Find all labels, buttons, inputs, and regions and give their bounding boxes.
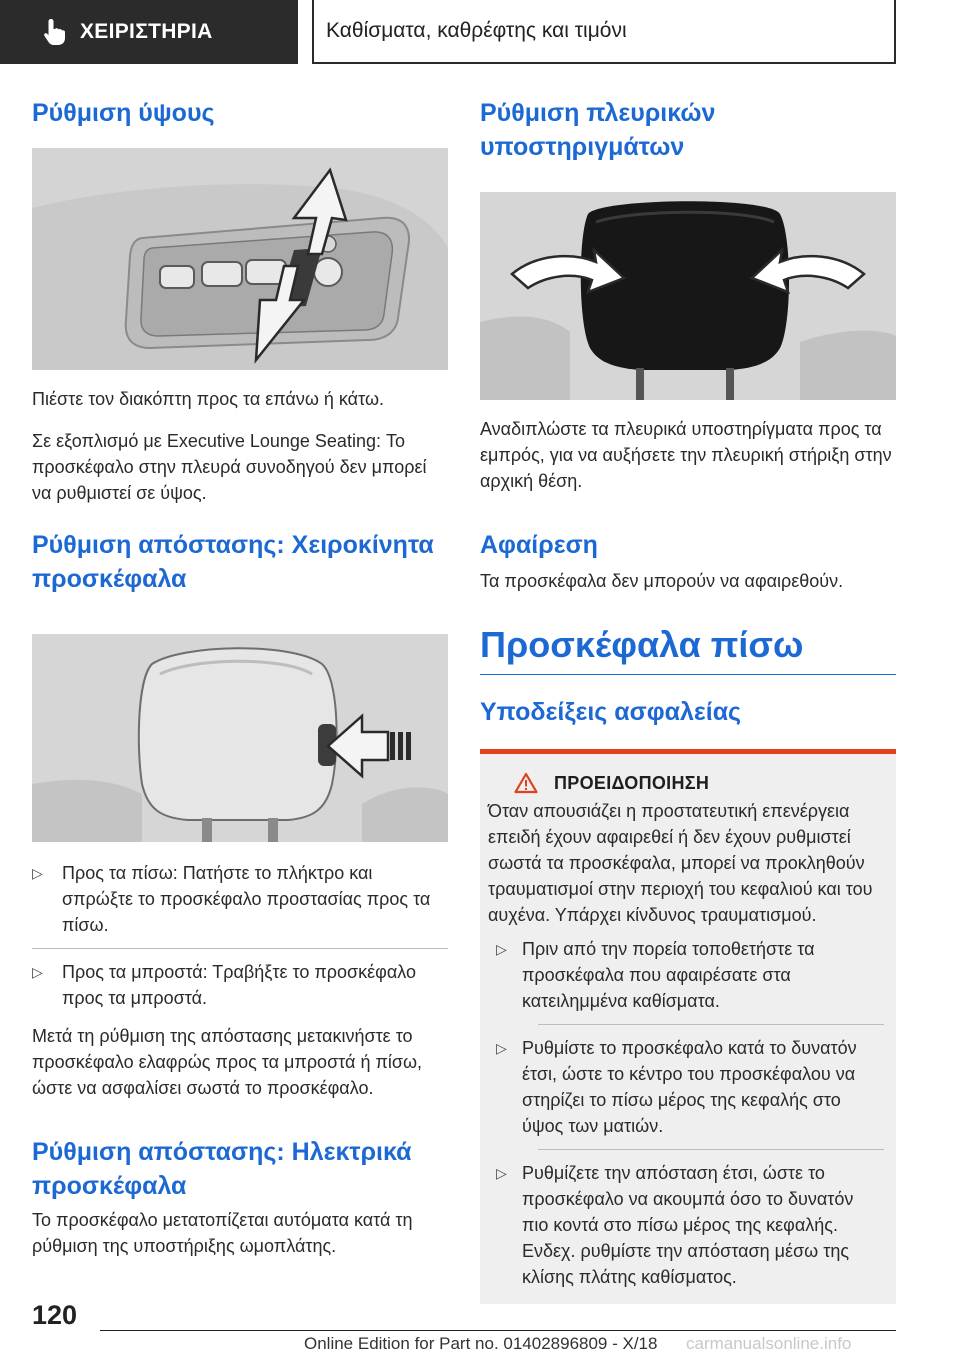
heading-rear-headrests: Προσκέφαλα πίσω bbox=[480, 624, 804, 665]
list-item: ▷ Προς τα μπροστά: Τραβήξτε το προσκέφαλο προς τα μπροστά. bbox=[32, 959, 448, 1011]
chapter-title: ΧΕΙΡΙΣΤΗΡΙΑ bbox=[80, 20, 213, 43]
warning-triangle-icon bbox=[514, 772, 538, 794]
page-number: 120 bbox=[32, 1300, 78, 1330]
list-item: ▷ Προς τα πίσω: Πατήστε το πλήκτρο και σπρώξτε το προσκέφαλο προστασίας προς τα πίσω. bbox=[32, 860, 448, 938]
list-divider bbox=[32, 948, 448, 949]
bullet-triangle-icon: ▷ bbox=[496, 1040, 507, 1056]
header-chapter-tab bbox=[0, 0, 298, 64]
warning-box bbox=[480, 749, 896, 1304]
warning-text: Όταν απουσιάζει η προστατευτική επενέργεια επειδή έχουν αφαιρεθεί ή δεν έχουν ρυθμιστεί σωστά τα προσκέφαλα, μπορεί να προκληθούν τραυματισμοί στην περιοχή του κεφαλιού και του αυχένα. Υπάρχει κίνδυνος τραυματισμού. bbox=[488, 801, 873, 925]
text-removal: Τα προσκέφαλα δεν μπορούν να αφαιρεθούν. bbox=[480, 571, 844, 591]
warning-title: ΠΡΟΕΙΔΟΠΟΙΗΣΗ bbox=[554, 772, 710, 793]
bullet-triangle-icon: ▷ bbox=[496, 941, 507, 957]
footer-edition: Online Edition for Part no. 01402896809 - X/18 bbox=[304, 1334, 658, 1353]
rear-headrest-side-illustration bbox=[480, 192, 896, 400]
list-item: ▷ Πριν από την πορεία τοποθετήστε τα προσκέφαλα που αφαιρέσατε στα κατειλημμένα καθίσματα. bbox=[496, 936, 884, 1014]
header-section-title: Καθίσματα, καθρέφτης και τιμόνι bbox=[312, 0, 896, 64]
right-column bbox=[480, 96, 896, 1304]
seat-switch-illustration bbox=[32, 148, 448, 370]
warning-title-row bbox=[480, 772, 896, 794]
heading-electric-distance: Ρύθμιση απόστασης: Ηλεκτρικά προσκέφαλα bbox=[32, 1138, 412, 1200]
manual-headrest-illustration bbox=[32, 634, 448, 842]
text-height-1: Πιέστε τον διακόπτη προς τα επάνω ή κάτω. bbox=[32, 389, 385, 409]
hand-pointer-icon bbox=[42, 17, 68, 47]
list-divider bbox=[538, 1149, 884, 1150]
text-height-2: Σε εξοπλισμό με Executive Lounge Seating: Το προσκέφαλο στην πλευρά συνοδηγού δεν μπορεί να ρυθμιστεί σε ύψος. bbox=[32, 431, 427, 503]
text-electric: Το προσκέφαλο μετατοπίζεται αυτόματα κατά τη ρύθμιση της υποστήριξης ωμοπλάτης. bbox=[32, 1210, 413, 1256]
list-divider bbox=[538, 1024, 884, 1025]
bullet-triangle-icon: ▷ bbox=[496, 1165, 507, 1181]
footer-watermark: carmanualsonline.info bbox=[686, 1334, 852, 1353]
bullet-triangle-icon: ▷ bbox=[32, 865, 43, 881]
text-manual: Μετά τη ρύθμιση της απόστασης μετακινήστε το προσκέφαλο ελαφρώς προς τα μπροστά ή πίσω, ώστε να ασφαλίσει σωστά το προσκέφαλο. bbox=[32, 1026, 423, 1098]
left-column bbox=[32, 96, 448, 1259]
heading-side-supports: Ρύθμιση πλευρικών υποστηριγμάτων bbox=[480, 99, 716, 161]
bullet-triangle-icon: ▷ bbox=[32, 964, 43, 980]
manual-steps-list bbox=[32, 860, 448, 1011]
list-item: ▷ Ρυθμίστε το προσκέφαλο κατά το δυνατόν έτσι, ώστε το κέντρο του προσκέφαλου να στηρίζει το πίσω μέρος της κεφαλής στο ύψος των ματιών. bbox=[496, 1035, 884, 1139]
heading-removal: Αφαίρεση bbox=[480, 531, 598, 559]
footer-rule bbox=[100, 1330, 896, 1331]
heading-manual-distance: Ρύθμιση απόστασης: Χειροκίνητα προσκέφαλα bbox=[32, 531, 434, 593]
text-side-supports: Αναδιπλώστε τα πλευρικά υποστηρίγματα προς τα εμπρός, για να αυξήσετε την πλευρική στήριξη στην αρχική θέση. bbox=[480, 419, 892, 491]
warning-steps-list bbox=[480, 928, 896, 1290]
heading-safety-notes: Υποδείξεις ασφαλείας bbox=[480, 698, 742, 726]
list-item: ▷ Ρυθμίζετε την απόσταση έτσι, ώστε το προσκέφαλο να ακουμπά όσο το δυνατόν πιο κοντά στο πίσω μέρος της κεφαλής. Ενδεχ. ρυθμίστε την απόσταση μέσω της κλίσης πλάτης καθίσματος. bbox=[496, 1160, 884, 1290]
heading-height-adjust: Ρύθμιση ύψους bbox=[32, 99, 215, 127]
section-rule bbox=[480, 674, 896, 675]
